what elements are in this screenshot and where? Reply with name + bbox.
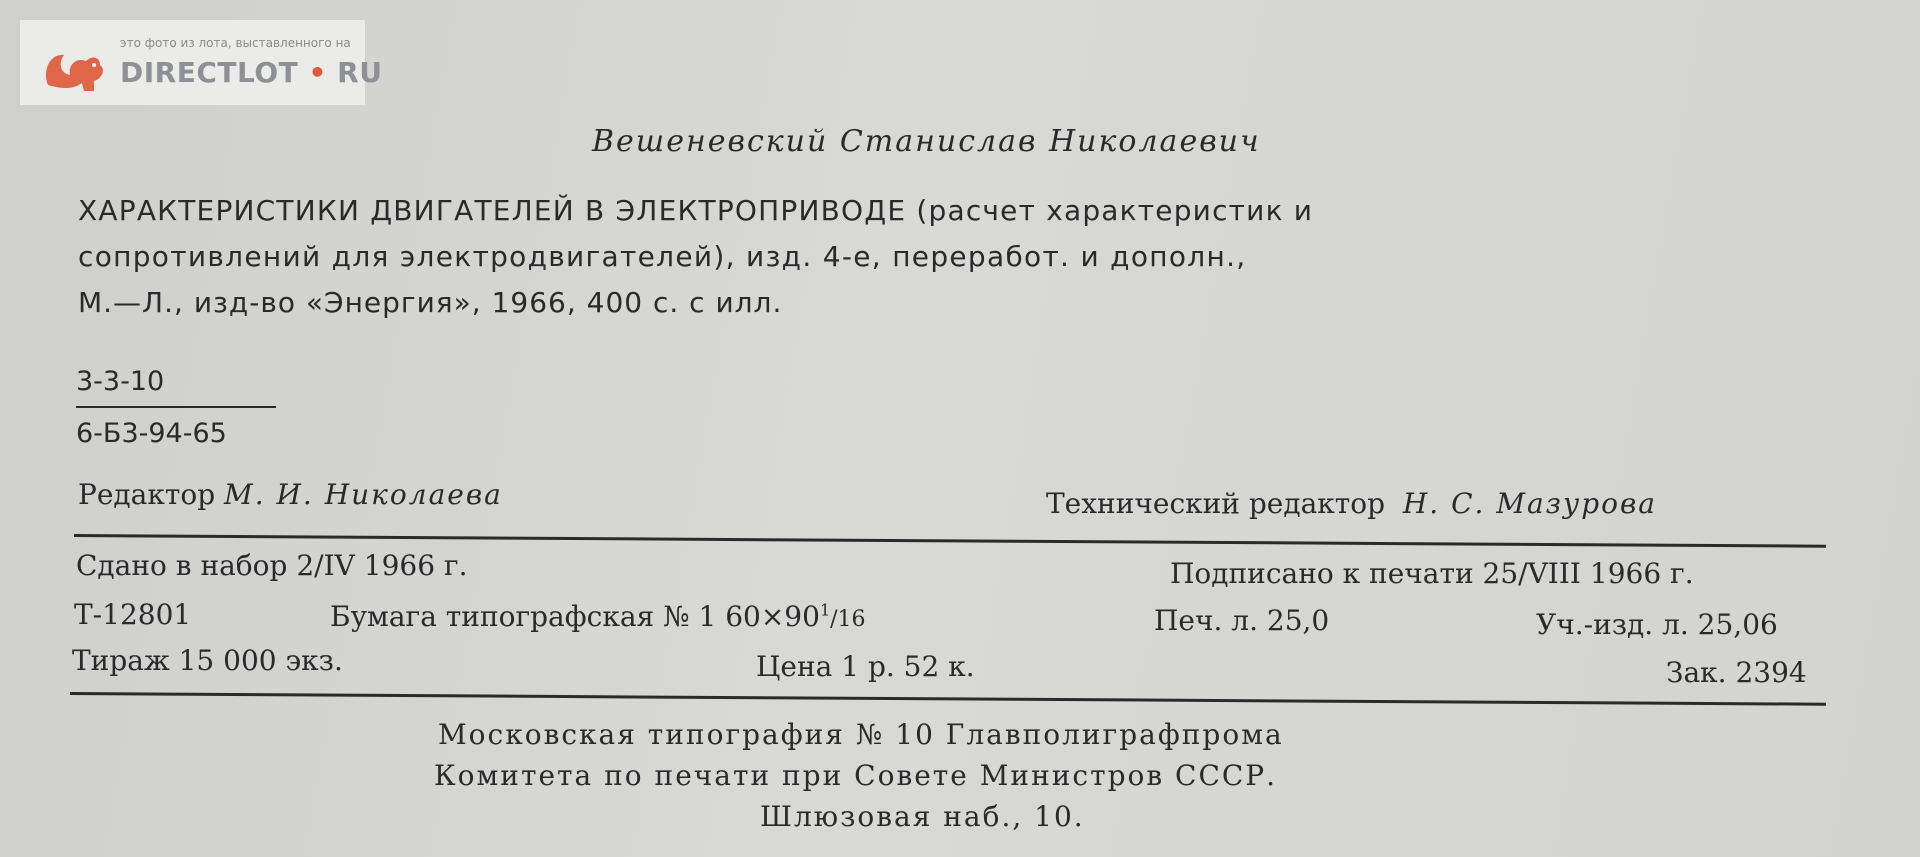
divider-lower <box>70 692 1826 706</box>
editor-name: М. И. Николаева <box>224 478 503 511</box>
printer-line-1: Московская типография № 10 Главполиграфпрома <box>438 718 1284 751</box>
signed-to-print: Подписано к печати 25/VIII 1966 г. <box>1170 557 1694 590</box>
print-sheets: Печ. л. 25,0 <box>1154 604 1330 637</box>
code-numerator: 3-3-10 <box>76 366 165 397</box>
tech-editor <box>1046 487 1657 520</box>
watermark-caption: это фото из лота, выставленного на <box>120 36 351 50</box>
code-fraction-bar <box>76 406 276 408</box>
order-code: Т-12801 <box>74 598 192 631</box>
watermark-banner <box>20 20 383 105</box>
paper-info: Бумага типографская № 1 $60\times 90^1/16$ <box>330 600 866 633</box>
code-denominator: 6-Б3-94-65 <box>76 418 227 449</box>
printer-line-2: Комитета по печати при Совете Министров СССР. <box>434 759 1278 792</box>
circulation: Тираж 15 000 экз. <box>72 644 343 677</box>
author-name: Вешеневский Станислав Николаевич <box>592 124 1261 159</box>
sent-to-typeset: Сдано в набор 2/IV 1966 г. <box>76 549 468 582</box>
title-line-2: сопротивлений для электродвигателей), изд. 4-е, переработ. и дополн., <box>78 240 1247 273</box>
printer-line-3: Шлюзовая наб., 10. <box>760 800 1085 833</box>
editor-label: Редактор <box>78 478 216 511</box>
divider-upper <box>74 534 1826 548</box>
order-number: Зак. 2394 <box>1666 656 1807 689</box>
squirrel-logo-icon <box>40 35 110 95</box>
tech-editor-name: Н. С. Мазурова <box>1402 487 1657 520</box>
watermark-brand: DIRECTLOT • RU <box>120 56 383 89</box>
publisher-sheets: Уч.-изд. л. 25,06 <box>1536 608 1778 641</box>
editor <box>78 478 503 511</box>
title-line-3: М.—Л., изд-во «Энергия», 1966, 400 с. с илл. <box>78 286 783 319</box>
tech-editor-label: Технический редактор <box>1046 487 1386 520</box>
title-line-1: ХАРАКТЕРИСТИКИ ДВИГАТЕЛЕЙ В ЭЛЕКТРОПРИВОДЕ (расчет характеристик и <box>78 194 1314 227</box>
price: Цена 1 р. 52 к. <box>756 650 975 683</box>
